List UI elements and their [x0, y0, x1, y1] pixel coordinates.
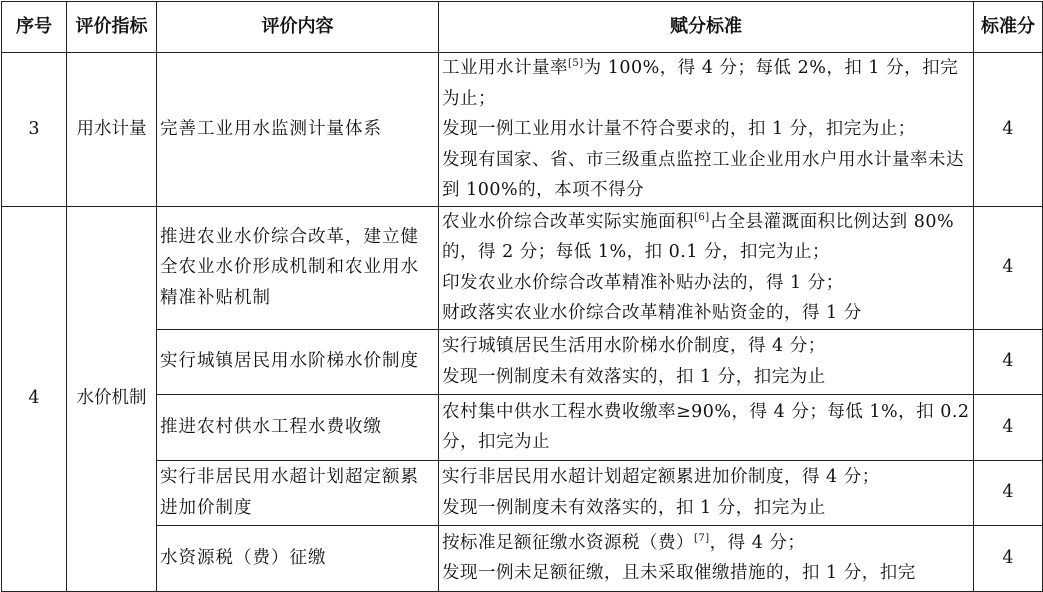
row-criteria: [439, 525, 974, 591]
criteria-line: 发现一例工业用水计量不符合要求的，扣 1 分，扣完为止；: [442, 119, 916, 139]
row-indicator: 用水计量: [67, 53, 157, 207]
row-score: 4: [974, 206, 1043, 329]
scoring-table: [1, 1, 1043, 592]
row-criteria: [439, 460, 974, 525]
criteria-line: 实行非居民用水超计划超定额累进加价制度，得 4 分；: [442, 467, 880, 487]
criteria-line: 财政落实农业水价综合改革精准补贴资金的，得 1 分: [442, 303, 862, 323]
criteria-line: 发现一例未足额征缴，且未采取催缴措施的，扣 1 分，扣完: [442, 563, 916, 583]
criteria-line: 印发农业水价综合改革精准补贴办法的，得 1 分；: [442, 272, 844, 293]
footnote-ref: [5]: [568, 58, 584, 69]
row-content: 实行城镇居民用水阶梯水价制度: [157, 329, 439, 394]
criteria-line: 发现一例制度未有效落实的，扣 1 分，扣完为止: [442, 366, 826, 387]
row-no: 4: [2, 206, 67, 591]
row-criteria: [439, 53, 974, 207]
row-content: 实行非居民用水超计划超定额累进加价制度: [157, 460, 439, 525]
header-criteria: 赋分标准: [439, 2, 974, 53]
row-no: 3: [2, 53, 67, 207]
criteria-line: 发现一例制度未有效落实的，扣 1 分，扣完为止: [442, 497, 826, 518]
header-score: 标准分: [974, 2, 1043, 53]
table-row: [2, 394, 1043, 460]
header-no: 序号: [2, 2, 67, 53]
table-row: [2, 206, 1043, 329]
criteria-line: 农村集中供水工程水费收缴率≥90%，得 4 分；每低 1%，扣 0.2 分，扣完为止: [442, 401, 970, 452]
row-criteria: [439, 206, 974, 329]
header-indicator: 评价指标: [67, 2, 157, 53]
row-content: 水资源税（费）征缴: [157, 525, 439, 591]
table-row: [2, 525, 1043, 591]
header-content: 评价内容: [157, 2, 439, 53]
row-criteria: [439, 329, 974, 394]
row-score: 4: [974, 53, 1043, 207]
header-row: [2, 2, 1043, 53]
row-content: 推进农业水价综合改革，建立健全农业水价形成机制和农业用水精准补贴机制: [157, 206, 439, 329]
row-score: 4: [974, 394, 1043, 460]
criteria-line: 发现有国家、省、市三级重点监控工业企业用水户用水计量率未达到 100%的，本项不得分: [442, 149, 964, 200]
criteria-line: 按标准足额征缴水资源税（费）[7]，得 4 分；: [442, 532, 806, 553]
row-criteria: [439, 394, 974, 460]
table-row: [2, 460, 1043, 525]
row-score: 4: [974, 329, 1043, 394]
criteria-line: 农业水价综合改革实际实施面积[6]占全县灌溉面积比例达到 80%的，得 2 分；每低 1%，扣 0.1 分，扣完为止；: [442, 211, 955, 262]
criteria-line: 实行城镇居民生活用水阶梯水价制度，得 4 分；: [442, 336, 826, 356]
row-score: 4: [974, 525, 1043, 591]
row-score: 4: [974, 460, 1043, 525]
table-row: [2, 329, 1043, 394]
criteria-line: 工业用水计量率[5]为 100%，得 4 分；每低 2%，扣 1 分，扣完为止；: [442, 58, 959, 109]
table-row: [2, 53, 1043, 207]
row-content: 完善工业用水监测计量体系: [157, 53, 439, 207]
footnote-ref: [6]: [694, 211, 710, 223]
footnote-ref: [7]: [694, 532, 710, 544]
row-indicator: 水价机制: [67, 206, 157, 591]
row-content: 推进农村供水工程水费收缴: [157, 394, 439, 460]
